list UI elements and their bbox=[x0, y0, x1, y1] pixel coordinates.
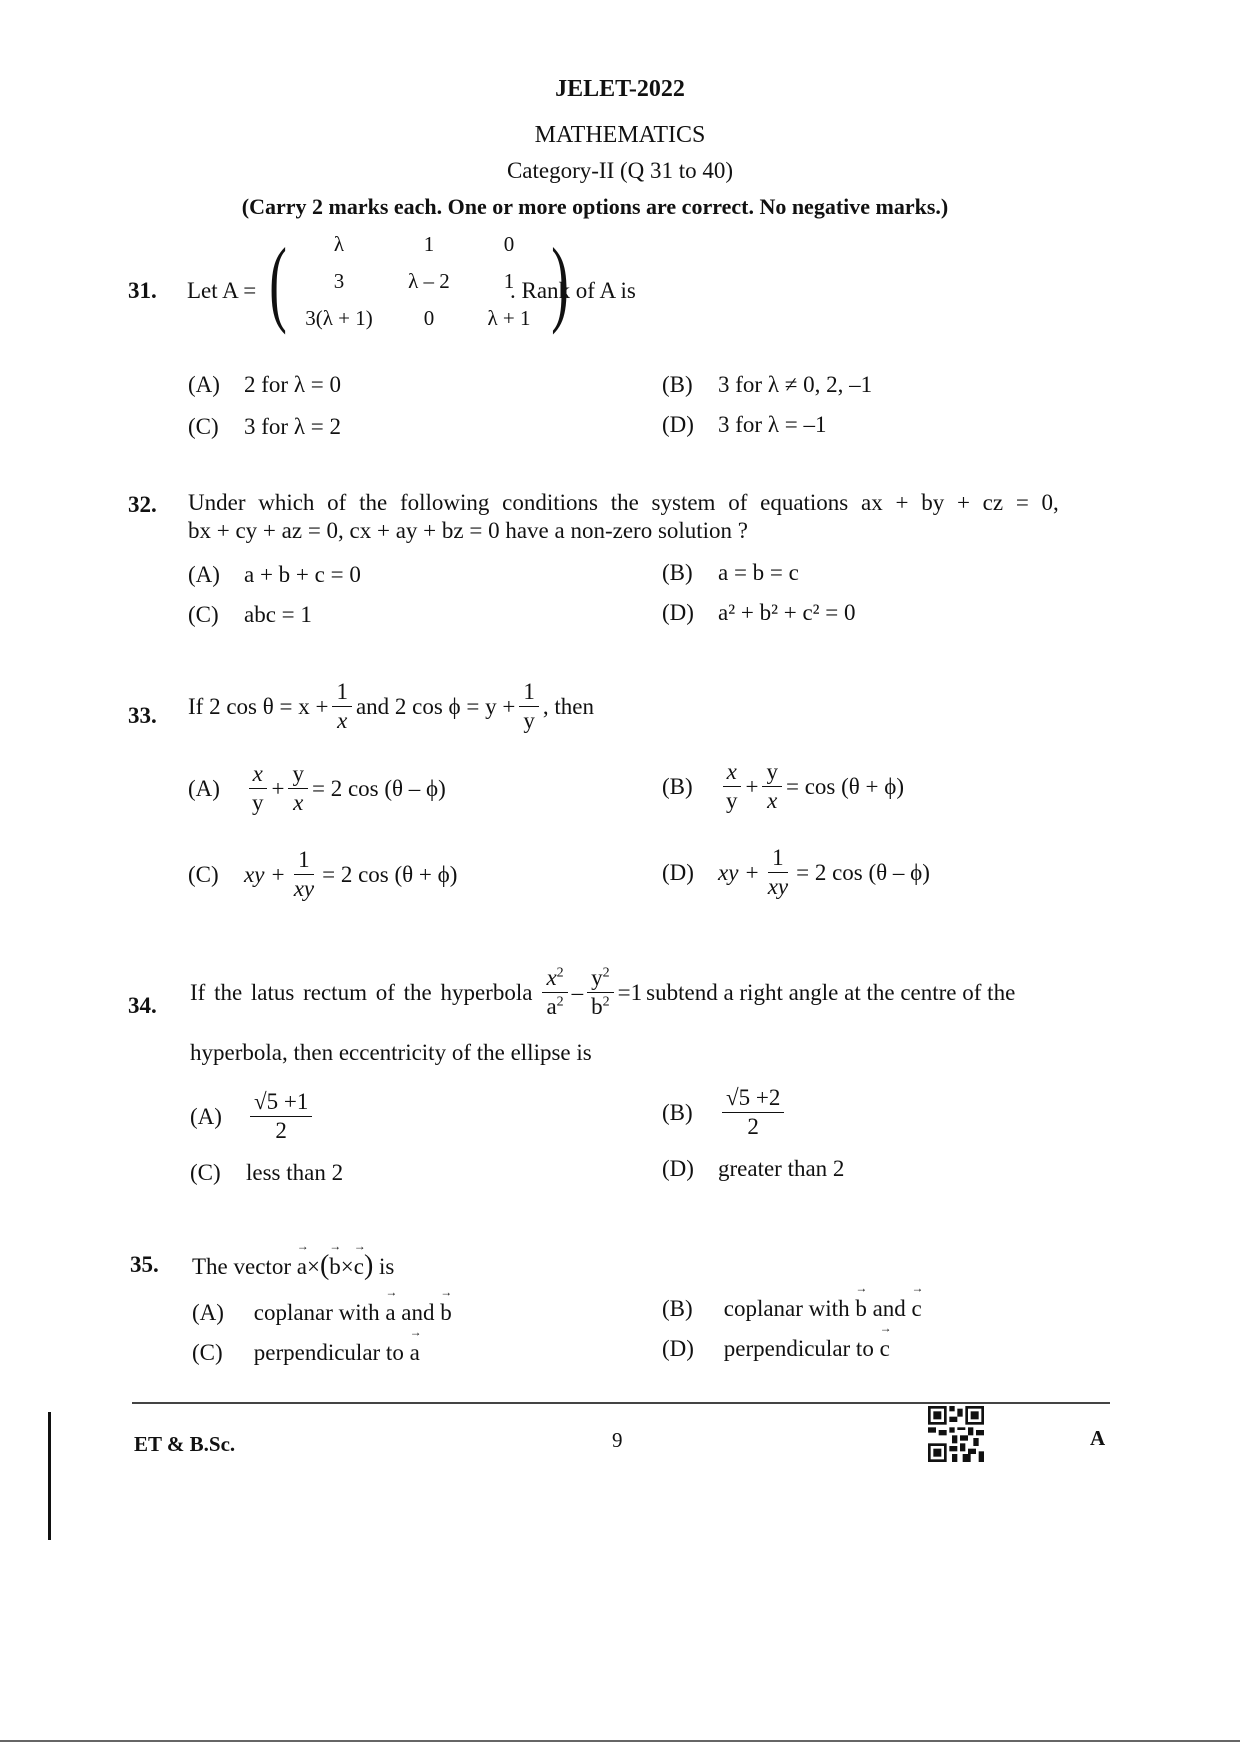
page-number: 9 bbox=[612, 1428, 623, 1452]
margin-bar bbox=[48, 1412, 51, 1540]
fraction bbox=[519, 680, 539, 733]
question-number: 35. bbox=[130, 1252, 159, 1277]
matrix-cell: 1 bbox=[423, 232, 435, 256]
option-label: (D) bbox=[662, 859, 694, 885]
option-text: 3 for λ = –1 bbox=[718, 412, 827, 437]
question-number: 34. bbox=[128, 993, 157, 1018]
matrix-cell: λ – 2 bbox=[408, 269, 450, 293]
matrix-cell: λ + 1 bbox=[487, 306, 531, 330]
q34-line2: hyperbola, then eccentricity of the ellipse is bbox=[190, 1040, 592, 1065]
q31-suffix: . Rank of A is bbox=[510, 278, 636, 303]
matrix-cell: 3(λ + 1) bbox=[305, 306, 373, 330]
option-label: (B) bbox=[662, 1296, 693, 1321]
cross-sign: × bbox=[340, 1254, 354, 1279]
q33-stem-part2: and 2 cos ϕ = y + bbox=[355, 693, 516, 719]
option-c bbox=[192, 1340, 420, 1366]
denominator: x bbox=[337, 708, 348, 734]
numerator: y bbox=[762, 760, 782, 787]
option-label: (D) bbox=[662, 600, 694, 625]
option-a bbox=[188, 372, 341, 398]
option-label: (A) bbox=[188, 775, 220, 801]
exponent: 2 bbox=[602, 994, 610, 1010]
question-number: 33. bbox=[128, 703, 157, 728]
fraction bbox=[722, 760, 742, 813]
page-bottom-edge bbox=[0, 1740, 1240, 1742]
option-label: (B) bbox=[662, 560, 693, 585]
fraction bbox=[332, 680, 352, 733]
numerator bbox=[587, 966, 614, 993]
option-a bbox=[190, 1090, 316, 1143]
denominator bbox=[587, 993, 614, 1019]
matrix-cell: 1 bbox=[503, 269, 515, 293]
denominator: y bbox=[726, 788, 738, 814]
question-number: 31. bbox=[128, 278, 157, 303]
q35-stem bbox=[192, 1250, 394, 1282]
denominator: x bbox=[767, 788, 778, 814]
and-text: and bbox=[872, 1296, 906, 1321]
fraction bbox=[764, 846, 792, 899]
q31-prefix: Let A = bbox=[187, 278, 257, 303]
vector-c: → c bbox=[354, 1254, 364, 1280]
numerator: x bbox=[723, 760, 741, 787]
instructions: (Carry 2 marks each. One or more options are correct. No negative marks.) bbox=[241, 194, 949, 219]
exponent: 2 bbox=[556, 994, 564, 1010]
option-text: coplanar with bbox=[723, 1296, 850, 1321]
fraction bbox=[587, 966, 614, 1019]
qr-code-icon bbox=[928, 1406, 984, 1462]
matrix-cell: 3 bbox=[333, 269, 345, 293]
option-d bbox=[662, 1156, 844, 1182]
denominator: x bbox=[293, 790, 304, 816]
option-text: 3 for λ = 2 bbox=[244, 414, 341, 439]
option-rhs: = 2 cos (θ + ϕ) bbox=[322, 861, 458, 887]
numerator bbox=[542, 966, 567, 993]
vector-b: → b bbox=[855, 1296, 867, 1322]
equals-one: =1 bbox=[617, 979, 643, 1005]
option-d bbox=[662, 600, 856, 626]
q35-stem-part2: is bbox=[379, 1254, 395, 1279]
option-a bbox=[188, 762, 446, 815]
left-paren: ( bbox=[319, 1250, 330, 1281]
option-c bbox=[190, 1160, 343, 1186]
minus-sign: – bbox=[571, 979, 584, 1005]
vector-c: → c bbox=[880, 1336, 890, 1362]
fraction bbox=[250, 1090, 312, 1143]
question-number: 32. bbox=[128, 492, 157, 517]
option-c bbox=[188, 848, 457, 901]
option-d bbox=[662, 412, 826, 438]
option-label: (C) bbox=[188, 414, 219, 439]
a-var: a bbox=[546, 994, 557, 1020]
vector-b: → b bbox=[329, 1254, 341, 1280]
fraction bbox=[290, 848, 318, 901]
option-label: (D) bbox=[662, 1156, 694, 1181]
vector-a: → a bbox=[410, 1340, 420, 1366]
option-rhs: = 2 cos (θ – ϕ) bbox=[796, 859, 930, 885]
denominator: 2 bbox=[275, 1118, 287, 1144]
option-rhs: = cos (θ + ϕ) bbox=[785, 773, 905, 799]
option-b bbox=[662, 1296, 922, 1322]
numerator: x bbox=[249, 762, 267, 789]
option-d bbox=[662, 846, 930, 899]
option-label: (D) bbox=[662, 412, 694, 437]
right-paren: ) bbox=[551, 227, 569, 335]
q34-stem-part2: subtend a right angle at the centre of the bbox=[646, 979, 1016, 1005]
option-text: coplanar with bbox=[253, 1300, 380, 1325]
option-b bbox=[662, 560, 799, 586]
option-text: perpendicular to bbox=[723, 1336, 874, 1361]
and-text: and bbox=[401, 1300, 435, 1325]
numerator: √5 +2 bbox=[722, 1086, 784, 1113]
option-text: a = b = c bbox=[718, 560, 799, 585]
option-text: 2 for λ = 0 bbox=[244, 372, 341, 397]
option-label: (C) bbox=[188, 861, 219, 887]
matrix-cell: 0 bbox=[423, 306, 435, 330]
denominator: y bbox=[252, 790, 264, 816]
matrix-cell: λ bbox=[333, 232, 345, 256]
option-lhs: xy + bbox=[718, 859, 760, 885]
numerator: √5 +1 bbox=[250, 1090, 312, 1117]
denominator bbox=[542, 993, 567, 1019]
option-label: (A) bbox=[192, 1300, 224, 1325]
option-c bbox=[188, 414, 341, 440]
y-var: y bbox=[591, 965, 603, 990]
vector-c: → c bbox=[912, 1296, 922, 1322]
fraction bbox=[542, 966, 567, 1019]
option-label: (A) bbox=[190, 1103, 222, 1129]
denominator: 2 bbox=[747, 1114, 759, 1140]
numerator: 1 bbox=[294, 848, 314, 875]
option-label: (C) bbox=[192, 1340, 223, 1365]
option-a bbox=[192, 1300, 452, 1326]
exam-title: JELET-2022 bbox=[555, 76, 685, 102]
option-label: (C) bbox=[190, 1160, 221, 1185]
left-paren: ( bbox=[269, 227, 287, 335]
category-title: Category-II (Q 31 to 40) bbox=[506, 158, 734, 183]
fraction bbox=[288, 762, 308, 815]
denominator: xy bbox=[293, 876, 315, 902]
option-label: (C) bbox=[188, 602, 219, 627]
cross-sign: × bbox=[306, 1254, 320, 1279]
numerator: y bbox=[288, 762, 308, 789]
b-var: b bbox=[591, 994, 603, 1020]
option-rhs: = 2 cos (θ – ϕ) bbox=[311, 775, 446, 801]
q34-stem bbox=[190, 966, 1015, 1019]
option-text: less than 2 bbox=[246, 1160, 344, 1185]
q32-line1 bbox=[188, 490, 1086, 516]
fraction bbox=[248, 762, 268, 815]
footer-course: ET & B.Sc. bbox=[134, 1432, 236, 1456]
denominator: y bbox=[523, 708, 535, 734]
fraction bbox=[762, 760, 782, 813]
q32-line2: bx + cy + az = 0, cx + ay + bz = 0 have a non-zero solution ? bbox=[188, 518, 749, 543]
matrix-grid bbox=[294, 232, 544, 331]
option-label: (B) bbox=[662, 773, 693, 799]
option-text: perpendicular to bbox=[253, 1340, 404, 1365]
option-label: (A) bbox=[188, 372, 220, 397]
numerator: 1 bbox=[519, 680, 539, 707]
option-text: greater than 2 bbox=[718, 1156, 845, 1181]
option-d bbox=[662, 1336, 890, 1362]
option-label: (D) bbox=[662, 1336, 694, 1361]
option-text: a² + b² + c² = 0 bbox=[718, 600, 856, 625]
numerator: 1 bbox=[332, 680, 352, 707]
vector-a: → a bbox=[385, 1300, 395, 1326]
q33-stem bbox=[188, 680, 594, 733]
option-b bbox=[662, 1086, 788, 1139]
option-text: a + b + c = 0 bbox=[244, 562, 361, 587]
plus-sign: + bbox=[745, 773, 759, 799]
q32-line1-text: Under which of the following conditions the system of equations ax + by + cz = 0, bbox=[188, 490, 1059, 515]
denominator: xy bbox=[767, 874, 789, 900]
q33-stem-part3: , then bbox=[542, 693, 594, 719]
option-text: abc = 1 bbox=[244, 602, 312, 627]
footer-divider bbox=[132, 1402, 1110, 1404]
exponent: 2 bbox=[556, 965, 564, 981]
option-label: (A) bbox=[188, 562, 220, 587]
subject-title: MATHEMATICS bbox=[534, 122, 706, 148]
vector-b: → b bbox=[440, 1300, 452, 1326]
x-var: x bbox=[546, 965, 557, 990]
option-text: 3 for λ ≠ 0, 2, –1 bbox=[718, 372, 873, 397]
question-set: A bbox=[1090, 1426, 1106, 1450]
numerator: 1 bbox=[768, 846, 788, 873]
option-lhs: xy + bbox=[244, 861, 286, 887]
q33-stem-part1: If 2 cos θ = x + bbox=[188, 693, 329, 719]
matrix-cell: 0 bbox=[503, 232, 515, 256]
option-a bbox=[188, 562, 361, 588]
option-label: (B) bbox=[662, 372, 693, 397]
fraction bbox=[722, 1086, 784, 1139]
q35-stem-part1: The vector bbox=[192, 1254, 291, 1279]
option-b bbox=[662, 760, 904, 813]
option-label: (B) bbox=[662, 1099, 693, 1125]
exponent: 2 bbox=[602, 965, 610, 981]
right-paren: ) bbox=[363, 1250, 374, 1281]
plus-sign: + bbox=[271, 775, 285, 801]
vector-a: → a bbox=[297, 1254, 307, 1280]
option-b bbox=[662, 372, 872, 398]
option-c bbox=[188, 602, 312, 628]
q34-stem-part1: If the latus rectum of the hyperbola bbox=[190, 979, 533, 1005]
